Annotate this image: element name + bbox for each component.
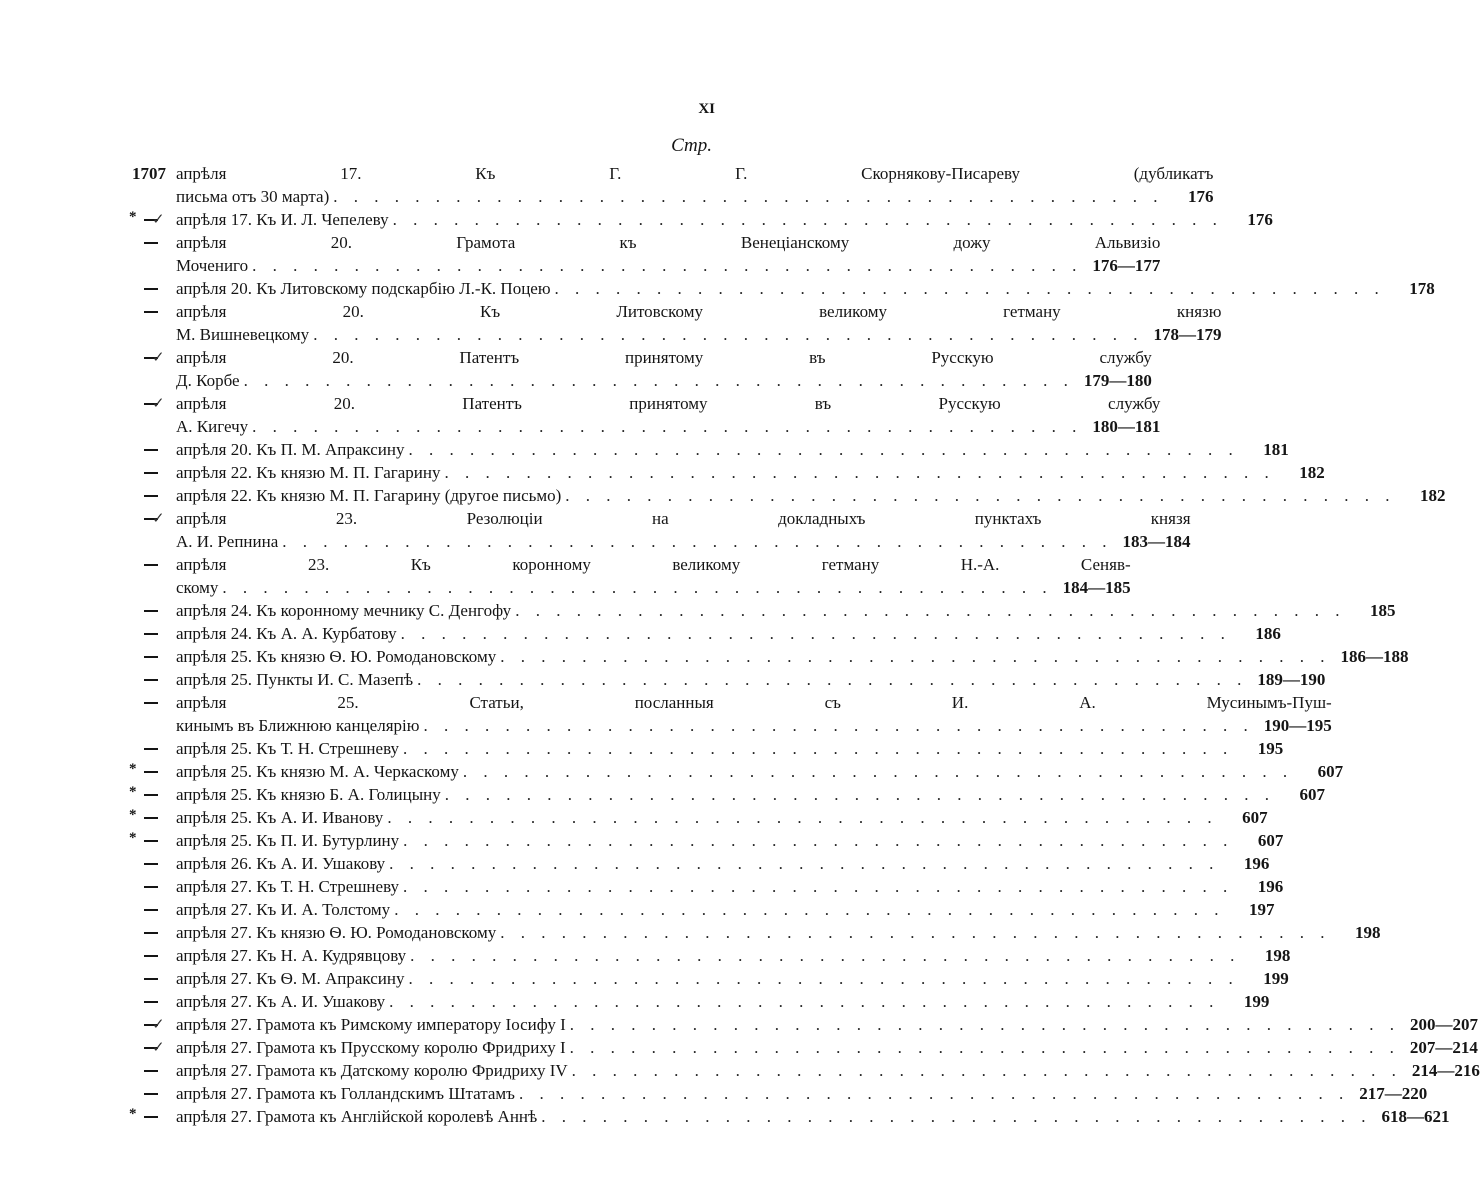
ditto-dash bbox=[144, 679, 158, 681]
entry-marker bbox=[122, 783, 176, 806]
entry-title: апрѣля 22. Къ князю М. П. Гагарину (другое письмо) bbox=[176, 486, 562, 505]
toc-entry bbox=[122, 806, 1268, 829]
dot-leader: . . . . . . . . . . . . . . . . . . . . . . . . . . . . . . . . . . . . . . . . . bbox=[500, 647, 1331, 666]
page-reference: 186 bbox=[1255, 624, 1281, 643]
entry-title: апрѣля 25. Къ князю Ѳ. Ю. Ромодановскому bbox=[176, 647, 497, 666]
asterisk-mark: * bbox=[129, 807, 137, 823]
ditto-dash bbox=[144, 242, 158, 244]
toc-entry bbox=[122, 1036, 1478, 1059]
toc-entry bbox=[122, 990, 1270, 1013]
toc-entry bbox=[122, 1082, 1428, 1105]
handwritten-check-icon: ✓ bbox=[152, 350, 165, 366]
entry-marker bbox=[122, 346, 176, 369]
ditto-dash bbox=[144, 311, 158, 313]
entry-title: апрѣля 25. Къ князю М. А. Черкаскому bbox=[176, 762, 459, 781]
page-reference: 180—181 bbox=[1092, 417, 1161, 436]
entry-title: апрѣля 27. Къ Ѳ. М. Апраксину bbox=[176, 969, 405, 988]
page-reference: 200—207 bbox=[1410, 1015, 1479, 1034]
dot-leader: . . . . . . . . . . . . . . . . . . . . . . . . . . . . . . . . . . . . . . . . . bbox=[444, 785, 1276, 804]
entry-marker bbox=[122, 967, 176, 990]
entry-title: апрѣля 25. Статьи, посланныя съ И. А. Мусинымъ-Пуш- bbox=[176, 693, 1332, 712]
entry-title: апрѣля 27. Грамота къ Прусскому королю Фридриху I bbox=[176, 1038, 566, 1057]
entry-marker bbox=[122, 852, 176, 875]
ditto-dash bbox=[144, 1093, 158, 1095]
entry-title: апрѣля 25. Къ Т. Н. Стрешневу bbox=[176, 739, 400, 758]
page-reference: 196 bbox=[1257, 877, 1284, 896]
dot-leader: . . . . . . . . . . . . . . . . . . . . . . . . . . . . . . . . . . . . . . . . . bbox=[410, 946, 1241, 965]
ditto-dash bbox=[144, 978, 158, 980]
page-reference: 179—180 bbox=[1083, 371, 1152, 390]
ditto-dash bbox=[144, 633, 158, 635]
toc-entry bbox=[122, 1059, 1480, 1082]
toc-entry bbox=[122, 852, 1270, 875]
page-reference: 199 bbox=[1243, 992, 1270, 1011]
ditto-dash bbox=[144, 564, 158, 566]
toc-entry bbox=[122, 737, 1284, 760]
ditto-dash bbox=[144, 1070, 158, 1072]
toc-entry bbox=[122, 691, 1332, 737]
toc-entry bbox=[122, 553, 1131, 599]
entry-title: апрѣля 25. Пункты И. С. Мазепѣ bbox=[176, 670, 414, 689]
handwritten-check-icon: ✓ bbox=[152, 212, 165, 228]
toc-entry bbox=[122, 783, 1326, 806]
ditto-dash bbox=[144, 656, 158, 658]
entry-title-continued: Д. Корбе bbox=[176, 371, 240, 390]
dot-leader: . . . . . . . . . . . . . . . . . . . . . . . . . . . . . . . . . . . . . . . . . bbox=[403, 739, 1234, 758]
page-reference: 182 bbox=[1299, 463, 1325, 482]
ditto-dash bbox=[144, 909, 158, 911]
toc-entry bbox=[122, 208, 1273, 231]
entry-title: апрѣля 23. Резолюціи на докладныхъ пунктахъ князя bbox=[176, 509, 1191, 528]
page-reference: 199 bbox=[1263, 969, 1289, 988]
dot-leader: . . . . . . . . . . . . . . . . . . . . . . . . . . . . . . . . . . . . . . . . . bbox=[252, 417, 1083, 436]
entry-title: апрѣля 20. Патентъ принятому въ Русскую службу bbox=[176, 394, 1161, 413]
page-reference: 198 bbox=[1355, 923, 1381, 942]
entry-title: апрѣля 27. Грамота къ Голландскимъ Штатамъ bbox=[176, 1084, 515, 1103]
ditto-dash bbox=[144, 886, 158, 888]
table-of-contents bbox=[122, 162, 1480, 1128]
toc-entry bbox=[122, 599, 1396, 622]
toc-entry bbox=[122, 1013, 1479, 1036]
entry-marker bbox=[122, 990, 176, 1013]
entry-marker bbox=[122, 691, 176, 714]
entry-marker bbox=[122, 1059, 176, 1082]
dot-leader: . . . . . . . . . . . . . . . . . . . . . . . . . . . . . . . . . . . . . . . . . bbox=[571, 1061, 1402, 1080]
ditto-dash bbox=[144, 863, 158, 865]
dot-leader: . . . . . . . . . . . . . . . . . . . . . . . . . . . . . . . . . . . . . . . . . bbox=[408, 969, 1239, 988]
toc-entry bbox=[122, 392, 1161, 438]
entry-year: 1707 bbox=[132, 164, 166, 183]
entry-title: апрѣля 20. Къ Литовскому великому гетману князю bbox=[176, 302, 1222, 321]
entry-title-continued: М. Вишневецкому bbox=[176, 325, 310, 344]
entry-marker bbox=[122, 507, 176, 530]
dot-leader: . . . . . . . . . . . . . . . . . . . . . . . . . . . . . . . . . . . . . . . . . bbox=[400, 624, 1231, 643]
handwritten-check-icon: ✓ bbox=[152, 396, 165, 412]
page-reference: 618—621 bbox=[1381, 1107, 1450, 1126]
entry-marker bbox=[122, 1036, 176, 1059]
dot-leader: . . . . . . . . . . . . . . . . . . . . . . . . . . . . . . . . . . . . . . . . . bbox=[515, 601, 1346, 620]
entry-title: апрѣля 25. Къ А. И. Иванову bbox=[176, 808, 384, 827]
dot-leader: . . . . . . . . . . . . . . . . . . . . . . . . . . . . . . . . . . . . . . . . . bbox=[394, 900, 1225, 919]
toc-entry bbox=[122, 346, 1152, 392]
entry-marker bbox=[122, 277, 176, 300]
toc-entry bbox=[122, 162, 1214, 208]
entry-title: апрѣля 23. Къ коронному великому гетману Н.-А. Сеняв- bbox=[176, 555, 1131, 574]
entry-marker bbox=[122, 1013, 176, 1036]
entry-title-continued: А. Кигечу bbox=[176, 417, 249, 436]
toc-entry bbox=[122, 461, 1325, 484]
ditto-dash bbox=[144, 794, 158, 796]
entry-title-continued: кинымъ въ Ближнюю канцелярію bbox=[176, 716, 420, 735]
dot-leader: . . . . . . . . . . . . . . . . . . . . . . . . . . . . . . . . . . . . . . . . . bbox=[392, 210, 1223, 229]
entry-marker bbox=[122, 806, 176, 829]
page-reference: 198 bbox=[1264, 946, 1291, 965]
toc-entry bbox=[122, 484, 1446, 507]
entry-marker bbox=[122, 599, 176, 622]
entry-marker bbox=[122, 484, 176, 507]
page-reference: 184—185 bbox=[1062, 578, 1131, 597]
ditto-dash bbox=[144, 932, 158, 934]
toc-entry bbox=[122, 760, 1344, 783]
toc-entry bbox=[122, 1105, 1450, 1128]
ditto-dash bbox=[144, 840, 158, 842]
entry-title: апрѣля 26. Къ А. И. Ушакову bbox=[176, 854, 386, 873]
ditto-dash bbox=[144, 1001, 158, 1003]
dot-leader: . . . . . . . . . . . . . . . . . . . . . . . . . . . . . . . . . . . . . . . . . bbox=[423, 716, 1254, 735]
toc-entry bbox=[122, 507, 1191, 553]
dot-leader: . . . . . . . . . . . . . . . . . . . . . . . . . . . . . . . . . . . . . . . . . bbox=[444, 463, 1275, 482]
entry-title: апрѣля 27. Къ Т. Н. Стрешневу bbox=[176, 877, 400, 896]
toc-entry bbox=[122, 829, 1284, 852]
entry-title-continued: письма отъ 30 марта) bbox=[176, 187, 330, 206]
entry-title: апрѣля 27. Къ князю Ѳ. Ю. Ромодановскому bbox=[176, 923, 497, 942]
dot-leader: . . . . . . . . . . . . . . . . . . . . . . . . . . . . . . . . . . . . . . . . . bbox=[252, 256, 1083, 275]
asterisk-mark: * bbox=[129, 209, 137, 225]
dot-leader: . . . . . . . . . . . . . . . . . . . . . . . . . . . . . . . . . . . . . . . . . bbox=[569, 1038, 1400, 1057]
ditto-dash bbox=[144, 702, 158, 704]
page-reference: 197 bbox=[1248, 900, 1275, 919]
dot-leader: . . . . . . . . . . . . . . . . . . . . . . . . . . . . . . . . . . . . . . . . . bbox=[500, 923, 1331, 942]
entry-marker bbox=[122, 162, 176, 185]
page-reference: 607 bbox=[1257, 831, 1284, 850]
asterisk-mark: * bbox=[129, 784, 137, 800]
entry-marker bbox=[122, 944, 176, 967]
dot-leader: . . . . . . . . . . . . . . . . . . . . . . . . . . . . . . . . . . . . . . . . . bbox=[554, 279, 1385, 298]
entry-marker bbox=[122, 300, 176, 323]
dot-leader: . . . . . . . . . . . . . . . . . . . . . . . . . . . . . . . . . . . . . . . . . bbox=[313, 325, 1144, 344]
page-reference: 176—177 bbox=[1092, 256, 1161, 275]
page-reference: 185 bbox=[1369, 601, 1396, 620]
entry-title: апрѣля 27. Грамота къ Датскому королю Фридриху IV bbox=[176, 1061, 568, 1080]
ditto-dash bbox=[144, 955, 158, 957]
entry-title: апрѣля 27. Грамота къ Англійской королевѣ Аннѣ bbox=[176, 1107, 538, 1126]
entry-marker bbox=[122, 553, 176, 576]
entry-title: апрѣля 27. Грамота къ Римскому императору Іосифу I bbox=[176, 1015, 566, 1034]
entry-marker bbox=[122, 438, 176, 461]
entry-title: апрѣля 25. Къ П. И. Бутурлину bbox=[176, 831, 400, 850]
page-reference: 176 bbox=[1247, 210, 1273, 229]
entry-title: апрѣля 27. Къ А. И. Ушакову bbox=[176, 992, 386, 1011]
page-reference: 207—214 bbox=[1409, 1038, 1478, 1057]
ditto-dash bbox=[144, 472, 158, 474]
entry-title-continued: Мочениго bbox=[176, 256, 249, 275]
ditto-dash bbox=[144, 288, 158, 290]
entry-marker bbox=[122, 1105, 176, 1128]
page-reference: 190—195 bbox=[1263, 716, 1332, 735]
page-reference: 195 bbox=[1257, 739, 1284, 758]
toc-entry bbox=[122, 944, 1291, 967]
page-reference: 182 bbox=[1420, 486, 1446, 505]
toc-entry bbox=[122, 300, 1222, 346]
dot-leader: . . . . . . . . . . . . . . . . . . . . . . . . . . . . . . . . . . . . . . . . . bbox=[565, 486, 1396, 505]
entry-title: апрѣля 20. Грамота къ Венеціанскому дожу Альвизіо bbox=[176, 233, 1161, 252]
dot-leader: . . . . . . . . . . . . . . . . . . . . . . . . . . . . . . . . . . . . . . . . . bbox=[403, 877, 1234, 896]
entry-marker bbox=[122, 898, 176, 921]
dot-leader: . . . . . . . . . . . . . . . . . . . . . . . . . . . . . . . . . . . . . . . . . bbox=[243, 371, 1074, 390]
entry-title: апрѣля 24. Къ коронному мечнику С. Денгофу bbox=[176, 601, 512, 620]
dot-leader: . . . . . . . . . . . . . . . . . . . . . . . . . . . . . . . . . . . . . . . . . bbox=[282, 532, 1113, 551]
entry-title: апрѣля 17. Къ Г. Г. Скорнякову-Писареву (дубликатъ bbox=[176, 164, 1214, 183]
toc-entry bbox=[122, 898, 1275, 921]
entry-marker bbox=[122, 392, 176, 415]
asterisk-mark: * bbox=[129, 830, 137, 846]
toc-entry bbox=[122, 622, 1281, 645]
page-reference: 607 bbox=[1317, 762, 1344, 781]
page-reference: 607 bbox=[1299, 785, 1326, 804]
page-reference: 189—190 bbox=[1257, 670, 1326, 689]
asterisk-mark: * bbox=[129, 1106, 137, 1122]
entry-title: апрѣля 27. Къ Н. А. Кудрявцову bbox=[176, 946, 407, 965]
dot-leader: . . . . . . . . . . . . . . . . . . . . . . . . . . . . . . . . . . . . . . . . . bbox=[387, 808, 1218, 827]
dot-leader: . . . . . . . . . . . . . . . . . . . . . . . . . . . . . . . . . . . . . . . . . bbox=[403, 831, 1234, 850]
entry-marker bbox=[122, 1082, 176, 1105]
toc-entry bbox=[122, 875, 1284, 898]
entry-title: апрѣля 27. Къ И. А. Толстому bbox=[176, 900, 391, 919]
page-number: XI bbox=[698, 101, 715, 117]
entry-marker bbox=[122, 668, 176, 691]
handwritten-check-icon: ✓ bbox=[152, 1040, 165, 1056]
handwritten-check-icon: ✓ bbox=[152, 511, 165, 527]
entry-title: апрѣля 20. Къ П. М. Апраксину bbox=[176, 440, 405, 459]
toc-entry bbox=[122, 921, 1381, 944]
dot-leader: . . . . . . . . . . . . . . . . . . . . . . . . . . . . . . . . . . . . . . . . . bbox=[541, 1107, 1372, 1126]
page-reference: 217—220 bbox=[1359, 1084, 1428, 1103]
ditto-dash bbox=[144, 771, 158, 773]
page-reference: 607 bbox=[1242, 808, 1268, 827]
page-reference: 178—179 bbox=[1153, 325, 1222, 344]
ditto-dash bbox=[144, 495, 158, 497]
ditto-dash bbox=[144, 817, 158, 819]
entry-marker bbox=[122, 921, 176, 944]
page-reference: 196 bbox=[1243, 854, 1270, 873]
page-reference: 181 bbox=[1263, 440, 1289, 459]
ditto-dash bbox=[144, 610, 158, 612]
toc-entry bbox=[122, 645, 1409, 668]
entry-marker bbox=[122, 461, 176, 484]
dot-leader: . . . . . . . . . . . . . . . . . . . . . . . . . . . . . . . . . . . . . . . . . bbox=[417, 670, 1248, 689]
page-reference: 186—188 bbox=[1340, 647, 1409, 666]
entry-marker bbox=[122, 645, 176, 668]
dot-leader: . . . . . . . . . . . . . . . . . . . . . . . . . . . . . . . . . . . . . . . . . bbox=[518, 1084, 1350, 1103]
page-reference: 183—184 bbox=[1122, 532, 1191, 551]
toc-entry bbox=[122, 438, 1289, 461]
toc-entry bbox=[122, 967, 1289, 990]
page-reference: 176 bbox=[1187, 187, 1214, 206]
dot-leader: . . . . . . . . . . . . . . . . . . . . . . . . . . . . . . . . . . . . . . . . . bbox=[408, 440, 1239, 459]
entry-marker bbox=[122, 875, 176, 898]
ditto-dash bbox=[144, 449, 158, 451]
ditto-dash bbox=[144, 1116, 158, 1118]
toc-entry bbox=[122, 668, 1326, 691]
entry-title: апрѣля 22. Къ князю М. П. Гагарину bbox=[176, 463, 441, 482]
entry-title-continued: А. И. Репнина bbox=[176, 532, 279, 551]
handwritten-check-icon: ✓ bbox=[152, 1017, 165, 1033]
page-reference: 178 bbox=[1409, 279, 1435, 298]
dot-leader: . . . . . . . . . . . . . . . . . . . . . . . . . . . . . . . . . . . . . . . . . bbox=[389, 854, 1220, 873]
entry-title-continued: скому bbox=[176, 578, 219, 597]
entry-title: апрѣля 25. Къ князю Б. А. Голицыну bbox=[176, 785, 441, 804]
entry-marker bbox=[122, 829, 176, 852]
entry-marker bbox=[122, 737, 176, 760]
dot-leader: . . . . . . . . . . . . . . . . . . . . . . . . . . . . . . . . . . . . . . . . . bbox=[222, 578, 1053, 597]
dot-leader: . . . . . . . . . . . . . . . . . . . . . . . . . . . . . . . . . . . . . . . . . bbox=[462, 762, 1294, 781]
entry-marker bbox=[122, 208, 176, 231]
ditto-dash bbox=[144, 748, 158, 750]
entry-title: апрѣля 20. Патентъ принятому въ Русскую службу bbox=[176, 348, 1152, 367]
entry-marker bbox=[122, 760, 176, 783]
dot-leader: . . . . . . . . . . . . . . . . . . . . . . . . . . . . . . . . . . . . . . . . . bbox=[389, 992, 1220, 1011]
dot-leader: . . . . . . . . . . . . . . . . . . . . . . . . . . . . . . . . . . . . . . . . . bbox=[569, 1015, 1401, 1034]
entry-marker bbox=[122, 622, 176, 645]
toc-entry bbox=[122, 231, 1161, 277]
entry-title: апрѣля 20. Къ Литовскому подскарбію Л.-К. Поцею bbox=[176, 279, 551, 298]
toc-entry bbox=[122, 277, 1435, 300]
page-reference: 214—216 bbox=[1411, 1061, 1480, 1080]
entry-title: апрѣля 24. Къ А. А. Курбатову bbox=[176, 624, 397, 643]
asterisk-mark: * bbox=[129, 761, 137, 777]
page-column-header: Стр. bbox=[671, 135, 712, 156]
dot-leader: . . . . . . . . . . . . . . . . . . . . . . . . . . . . . . . . . . . . . . . . . bbox=[333, 187, 1164, 206]
entry-title: апрѣля 17. Къ И. Л. Чепелеву bbox=[176, 210, 389, 229]
entry-marker bbox=[122, 231, 176, 254]
